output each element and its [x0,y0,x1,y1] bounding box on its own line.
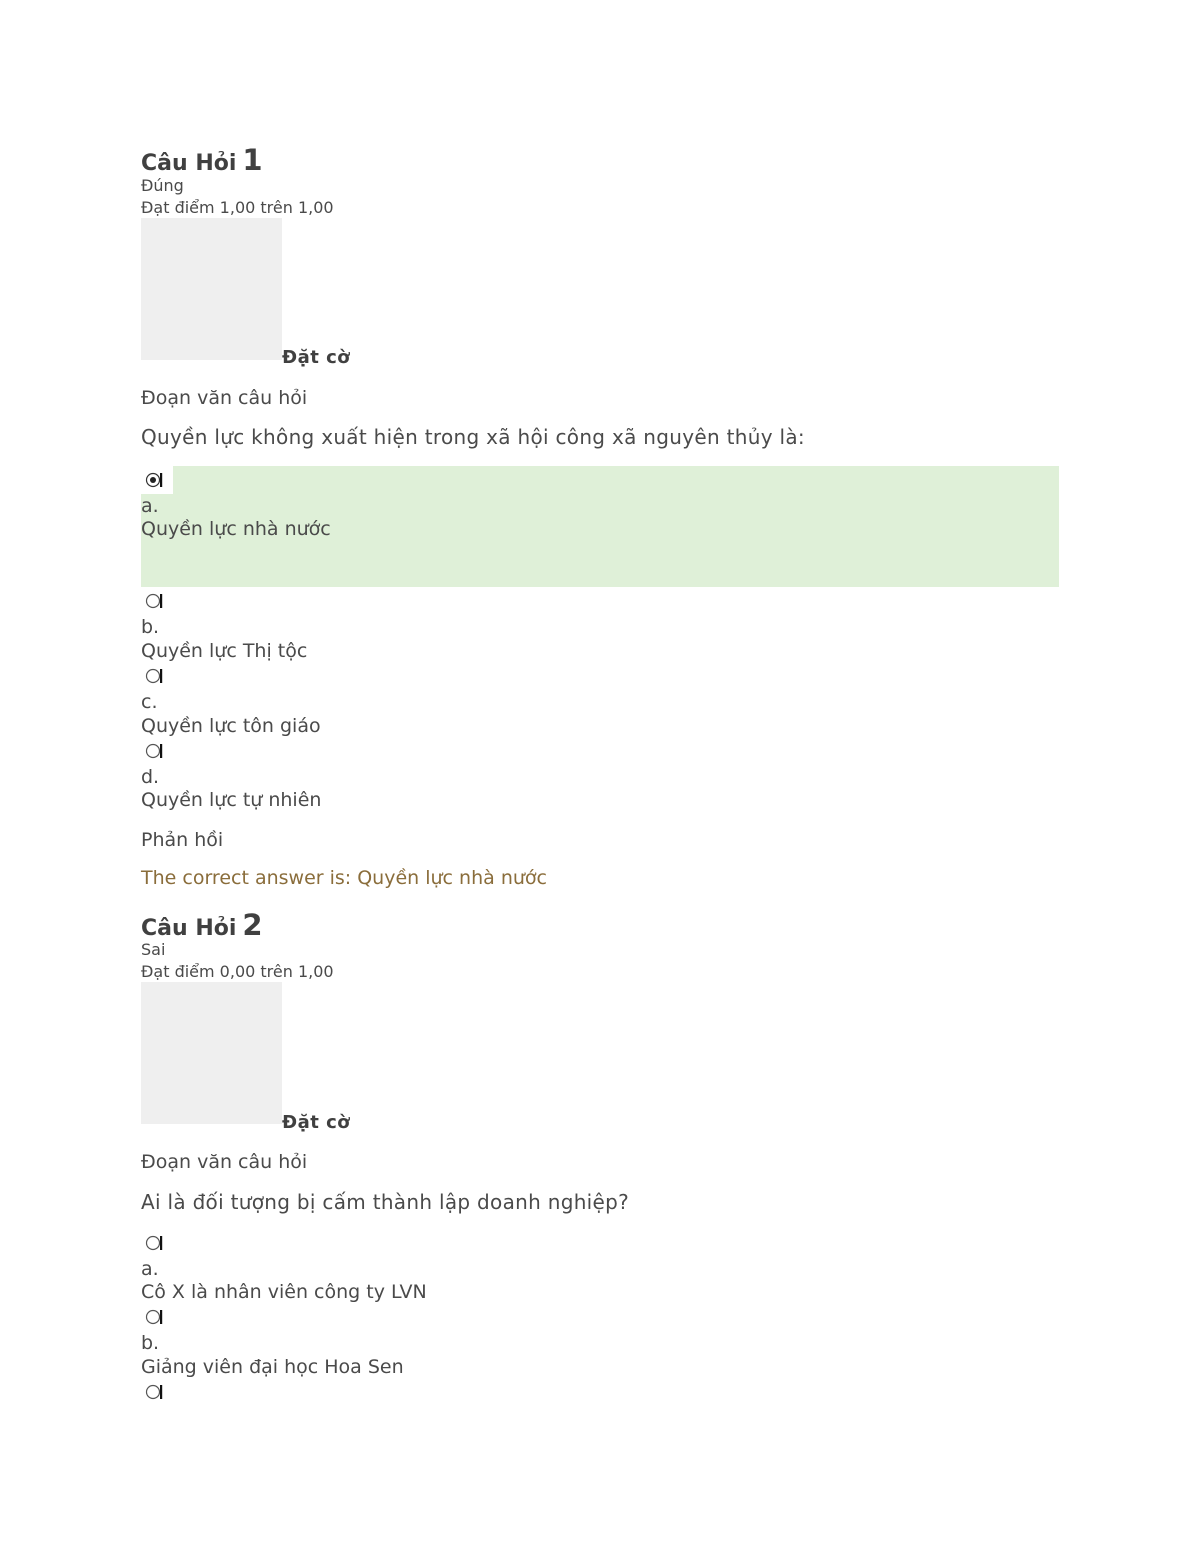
option-text[interactable]: Quyền lực tự nhiên [141,789,322,811]
question-number: 1 [242,143,263,177]
option-letter: b. [141,616,160,638]
radio-icon[interactable] [144,1233,166,1253]
question-1-flag-button[interactable]: Đặt cờ [282,347,351,368]
radio-icon[interactable] [144,666,166,686]
question-1-section-label: Đoạn văn câu hỏi [141,387,308,409]
flag-image [141,218,282,360]
flag-image [141,982,282,1124]
question-1-grade: Đạt điểm 1,00 trên 1,00 [141,198,334,217]
question-2-text: Ai là đối tượng bị cấm thành lập doanh nghiệp? [141,1190,630,1214]
option-text[interactable]: Quyền lực tôn giáo [141,715,321,737]
option-text[interactable]: Quyền lực nhà nước [141,518,331,540]
option-text[interactable]: Giảng viên đại học Hoa Sen [141,1356,404,1378]
question-1-state: Đúng [141,176,184,195]
question-2-section-label: Đoạn văn câu hỏi [141,1151,308,1173]
option-letter: a. [141,495,159,517]
option-text[interactable]: Quyền lực Thị tộc [141,640,308,662]
radio-icon[interactable] [144,591,166,611]
radio-icon[interactable] [144,1307,166,1327]
radio-icon[interactable] [144,741,166,761]
question-heading-label: Câu Hỏi [141,151,237,176]
question-number: 2 [242,908,263,942]
question-heading-label: Câu Hỏi [141,916,237,941]
option-letter: b. [141,1332,160,1354]
question-2-state: Sai [141,940,166,959]
question-2-heading [141,908,263,942]
option-letter: d. [141,766,160,788]
feedback-text: The correct answer is: Quyền lực nhà nước [141,867,547,889]
option-letter: a. [141,1258,159,1280]
radio-selected-icon[interactable] [144,470,166,490]
feedback-label: Phản hồi [141,829,224,851]
question-1-heading [141,143,263,177]
option-text[interactable]: Cô X là nhân viên công ty LVN [141,1281,427,1303]
option-letter: c. [141,691,158,713]
question-1-text: Quyền lực không xuất hiện trong xã hội công xã nguyên thủy là: [141,425,805,449]
question-2-flag-button[interactable]: Đặt cờ [282,1112,351,1133]
question-2-grade: Đạt điểm 0,00 trên 1,00 [141,962,334,981]
radio-icon[interactable] [144,1382,166,1402]
